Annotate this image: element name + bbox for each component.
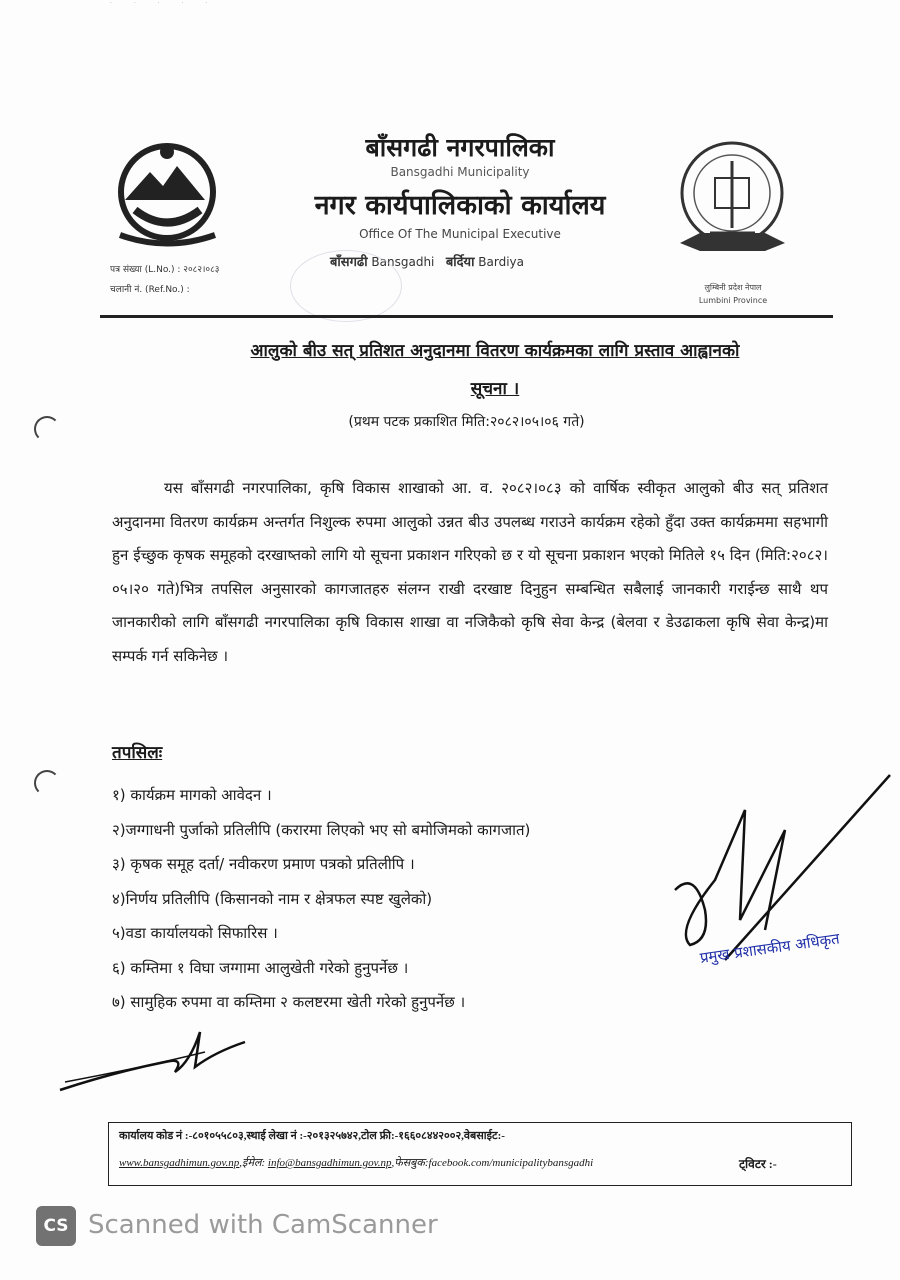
list-item: ४)निर्णय प्रतिलीपि (किसानको नाम र क्षेत्रफल स्पष्ट खुलेको) xyxy=(112,889,433,908)
office-address: बाँसगढी Bansgadhi बर्दिया Bardiya xyxy=(330,255,525,270)
details-heading: तपसिलः xyxy=(112,743,163,763)
list-item: १) कार्यक्रम मागको आवेदन । xyxy=(112,786,272,804)
notice-body: यस बाँसगढी नगरपालिका, कृषि विकास शाखाको आ. व. २०८२।०८३ को वार्षिक स्वीकृत आलुको बीउ सत् प्रतिशत अनुदानमा वितरण कार्यक्रम अन्तर्गत निशुल्क रुपमा आलुको उन्नत बीउ उपलब्ध गराउने कार्यक्रम रहेको हुँदा उक्त कार्यक्रममा सहभागी हुन ईच्छुक कृषक समूहको दरखाष्तको लागि यो सूचना प्रकाशन गरिएको छ र यो सूचना प्रकाशन भएको मितिले १५ दिन (मिति:२०८२।०५।२० गते)भित्र तपसिल अनुसारको कागजातहरु संलग्न राखी दरखाष्ट दिनुहुन सम्बन्धित सबैलाई जानकारी गराईन्छ साथै थप जानकारीको लागि बाँसगढी नगरपालिका कृषि विकास शाखा वा नजिकैको कृषि सेवा केन्द्र (बेलवा र डेउढाकला कृषि सेवा केन्द्र)मा सम्पर्क गर्न सकिनेछ । xyxy=(112,479,828,665)
header-divider xyxy=(100,315,833,318)
letter-number: पत्र संख्या (L.No.) : २०८२।०८३ xyxy=(110,265,220,275)
province-en: Lumbini Province xyxy=(698,296,768,305)
ref-number: चलानी नं. (Ref.No.) : xyxy=(110,285,190,295)
list-item: ७) सामुहिक रुपमा वा कम्तिमा २ कलष्टरमा खेती गरेको हुनुपर्नेछ । xyxy=(112,993,466,1011)
nepal-emblem-logo xyxy=(105,140,230,250)
notice-subject: आलुको बीउ सत् प्रतिशत अनुदानमा वितरण कार्यक्रमका लागि प्रस्ताव आह्वानको xyxy=(250,341,740,361)
municipality-name: बाँसगढी नगरपालिका xyxy=(365,133,555,162)
facebook-link[interactable]: ,फेसबुक:facebook.com/municipalitybansgadhi xyxy=(391,1157,594,1169)
list-item: ५)वडा कार्यालयको सिफारिस । xyxy=(112,924,278,942)
list-item: ६) कम्तिमा १ विघा जग्गामा आलुखेती गरेको हुनुपर्नेछ । xyxy=(112,958,409,977)
notice-subject-suffix: सूचना । xyxy=(470,379,520,399)
office-title: नगर कार्यपालिकाको कार्यालय xyxy=(314,190,606,221)
website-link[interactable]: www.bansgadhimun.gov.np xyxy=(119,1157,240,1169)
camscanner-watermark: Scanned with CamScanner xyxy=(88,1210,438,1240)
scan-speck: · · · · · xyxy=(110,0,218,7)
publication-date: (प्रथम पटक प्रकाशित मिति:२०८२।०५।०६ गते) xyxy=(348,414,585,430)
province-np: लुम्बिनी प्रदेश नेपाल xyxy=(704,283,762,292)
signatory-title: प्रमुख प्रशासकीय अधिकृत xyxy=(698,929,841,967)
contact-footer xyxy=(108,1122,852,1186)
punch-hole xyxy=(34,770,60,796)
footer-codes: कार्यालय कोड नं :-८०१०५५८०३,स्थाई लेखा नं :-२०१३२५७४२,टोल फ्री:-१६६०८४४२००२,वेबसाईट:- xyxy=(119,1130,505,1142)
office-title-en: Office Of The Municipal Executive xyxy=(359,227,561,241)
punch-hole xyxy=(34,416,60,442)
twitter-label: ट्विटर :- xyxy=(739,1157,777,1171)
municipality-name-en: Bansgadhi Municipality xyxy=(390,165,530,179)
office-stamp xyxy=(290,250,402,322)
camscanner-logo-icon: CS xyxy=(36,1206,76,1246)
initial-signature xyxy=(55,1022,255,1097)
email-link[interactable]: info@bansgadhimun.gov.np xyxy=(267,1157,392,1169)
requirements-list xyxy=(112,778,692,1020)
list-item: २)जग्गाधनी पुर्जाको प्रतिलीपि (करारमा लिएको भए सो बमोजिमको कागजात) xyxy=(112,820,531,839)
list-item: ३) कृषक समूह दर्ता/ नवीकरण प्रमाण पत्रको प्रतिलीपि । xyxy=(112,855,415,873)
municipality-seal-logo xyxy=(675,133,790,263)
footer-contacts: www.bansgadhimun.gov.np,ईमेल: info@bansgadhimun.gov.np,फेसबुक:facebook.com/municipalitybansgadhi ट्विटर :- xyxy=(119,1157,777,1171)
